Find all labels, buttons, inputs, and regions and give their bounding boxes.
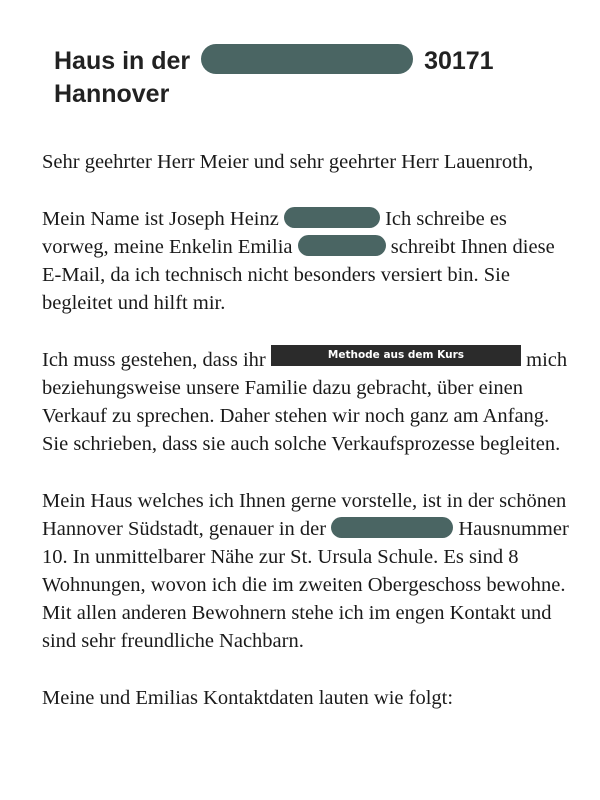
letter-heading bbox=[54, 44, 574, 111]
letter-body bbox=[42, 148, 572, 741]
house-lead-text: Mein Haus welches ich Ihnen gerne vorstelle, ist in der schönen Hannover Südstadt, genauer in der bbox=[42, 490, 567, 540]
letter-salutation: Sehr geehrter Herr Meier und sehr geehrter Herr Lauenroth, bbox=[42, 151, 534, 173]
letter-paragraph-house bbox=[42, 487, 572, 655]
heading-postal-code: 30171 bbox=[424, 47, 494, 75]
letter-paragraph-intro bbox=[42, 205, 572, 317]
intro-rest-text: schreibt Ihnen diese E-Mail, da ich technisch nicht besonders versiert bin. Sie begleitet und hilft mir. bbox=[42, 236, 555, 314]
letter-paragraph-reason bbox=[42, 346, 572, 458]
heading-city: Hannover bbox=[54, 80, 170, 108]
house-rest-text: Hausnummer 10. In unmittelbarer Nähe zur St. Ursula Schule. Es sind 8 Wohnungen, wovon ich die im zweiten Obergeschoss bewohne. Mit allen anderen Bewohnern stehe ich im engen Kontakt und sind sehr freundliche Nachbarn. bbox=[42, 518, 569, 652]
redacted-street-address bbox=[331, 517, 453, 538]
letter-closing-line: Meine und Emilias Kontaktdaten lauten wie folgt: bbox=[42, 687, 454, 709]
redacted-granddaughter-surname bbox=[298, 235, 386, 256]
redacted-surname bbox=[284, 207, 380, 228]
reason-rest-text: mich beziehungsweise unsere Familie dazu gebracht, über einen Verkauf zu sprechen. Daher stehen wir noch ganz am Anfang. Sie schrieben, dass sie auch solche Verkaufsprozesse begleiten. bbox=[42, 349, 568, 455]
heading-street-prefix: Haus in der bbox=[54, 47, 191, 75]
intro-name-text: Mein Name ist Joseph Heinz bbox=[42, 208, 279, 230]
intro-granddaughter-text: Ich schreibe es vorweg, meine Enkelin Emilia bbox=[42, 208, 507, 258]
reason-lead-text: Ich muss gestehen, dass ihr bbox=[42, 349, 266, 371]
redacted-street-name bbox=[201, 44, 413, 74]
method-label-bar: Methode aus dem Kurs bbox=[271, 345, 521, 366]
